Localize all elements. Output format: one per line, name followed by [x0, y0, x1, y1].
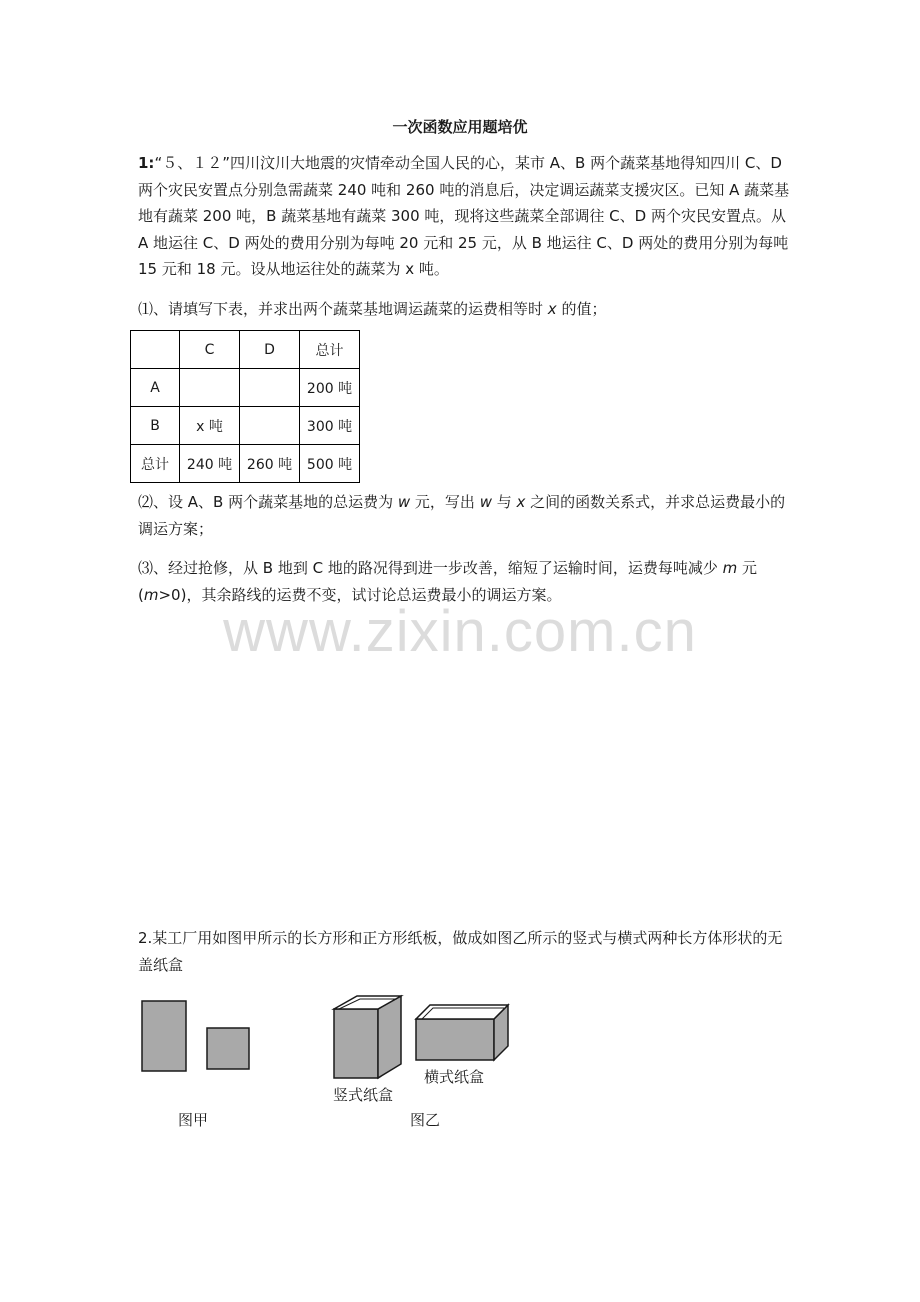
question-2-text: 2.某工厂用如图甲所示的长方形和正方形纸板，做成如图乙所示的竖式与横式两种长方体形状的无盖纸盒 [138, 929, 783, 974]
part-2-variable: w [397, 493, 411, 511]
table-cell: 500 吨 [300, 445, 360, 483]
table-cell: 240 吨 [180, 445, 240, 483]
part-3-text: ⑶、经过抢修，从 B 地到 C 地的路况得到进一步改善，缩短了运输时间，运费每吨减少 [138, 559, 723, 577]
question-1-part-3 [138, 555, 794, 608]
horizontal-box-opening [416, 1005, 508, 1019]
horizontal-box-figure [412, 1000, 512, 1064]
horizontal-box-front [416, 1019, 494, 1060]
part-1-variable: x [547, 300, 557, 318]
document-title: 一次函数应用题培优 [392, 118, 528, 136]
figure-a-caption: 图甲 [178, 1111, 209, 1129]
question-1-part-1 [138, 296, 794, 323]
part-3-text: >0)，其余路线的运费不变，试讨论总运费最小的调运方案。 [158, 585, 562, 604]
table-row [131, 407, 360, 445]
question-1-number: 1: [138, 154, 155, 172]
part-2-text: 之间的函数关系式，并求总运费最小的调运方案； [138, 493, 786, 538]
square-board [207, 1028, 249, 1069]
figure-b-caption: 图乙 [410, 1111, 441, 1129]
table-header-d: D [240, 331, 300, 369]
table-cell [240, 407, 300, 445]
part-3-variable: m [143, 585, 159, 604]
table-cell [180, 369, 240, 407]
table-cell: x 吨 [180, 407, 240, 445]
table-row [131, 369, 360, 407]
watermark: www.zixin.com.cn [223, 599, 697, 664]
table-row [131, 445, 360, 483]
part-2-variable: w [479, 493, 492, 511]
table-cell: 260 吨 [240, 445, 300, 483]
table-row-label: 总计 [131, 445, 180, 483]
vertical-box-figure [330, 992, 410, 1082]
part-2-text: ⑵、设 A、B 两个蔬菜基地的总运费为 [138, 493, 398, 511]
table-row-label: B [131, 407, 180, 445]
question-1-text [138, 150, 794, 283]
part-2-variable: x [516, 493, 526, 511]
question-1-part-2 [138, 489, 794, 542]
table-cell [131, 331, 180, 369]
table-header-total: 总计 [300, 331, 360, 369]
table-header-c: C [180, 331, 240, 369]
question-1-body: “５、１２”四川汶川大地震的灾情牵动全国人民的心，某市 A、B 两个蔬菜基地得知四川 C、D 两个灾民安置点分别急需蔬菜 240 吨和 260 吨的消息后，决定调运蔬菜支援灾区。已知 A 蔬菜基地有蔬菜 200 吨，B 蔬菜基地有蔬菜 300 吨，现将这些蔬菜全部调往 C、D 两个灾民安置点。从 A 地运往 C、D 两处的费用分别为每吨 20 元和 25 元，从 B 地运往 C、D 两处的费用分别为每吨 15 元和 18 元。设从地运往处的蔬菜为 x 吨。 [138, 154, 790, 278]
vertical-box-side [378, 996, 401, 1078]
table-header-row [131, 331, 360, 369]
vertical-box-front [334, 1009, 378, 1078]
rectangle-board [142, 1001, 186, 1071]
part-3-text: 元( [138, 559, 758, 604]
part-2-text: 与 [491, 493, 517, 511]
part-1-text: ⑴、请填写下表，并求出两个蔬菜基地调运蔬菜的运费相等时 [138, 300, 548, 318]
part-1-suffix: 的值； [556, 300, 607, 318]
vertical-box-label: 竖式纸盒 [333, 1086, 394, 1104]
table-cell: 200 吨 [300, 369, 360, 407]
figure-a-boards [136, 995, 256, 1075]
freight-table [130, 330, 360, 483]
table-row-label: A [131, 369, 180, 407]
table-cell [240, 369, 300, 407]
table-cell: 300 吨 [300, 407, 360, 445]
part-2-text: 元，写出 [410, 493, 480, 511]
horizontal-box-label: 横式纸盒 [424, 1068, 485, 1086]
part-3-variable: m [722, 559, 738, 577]
